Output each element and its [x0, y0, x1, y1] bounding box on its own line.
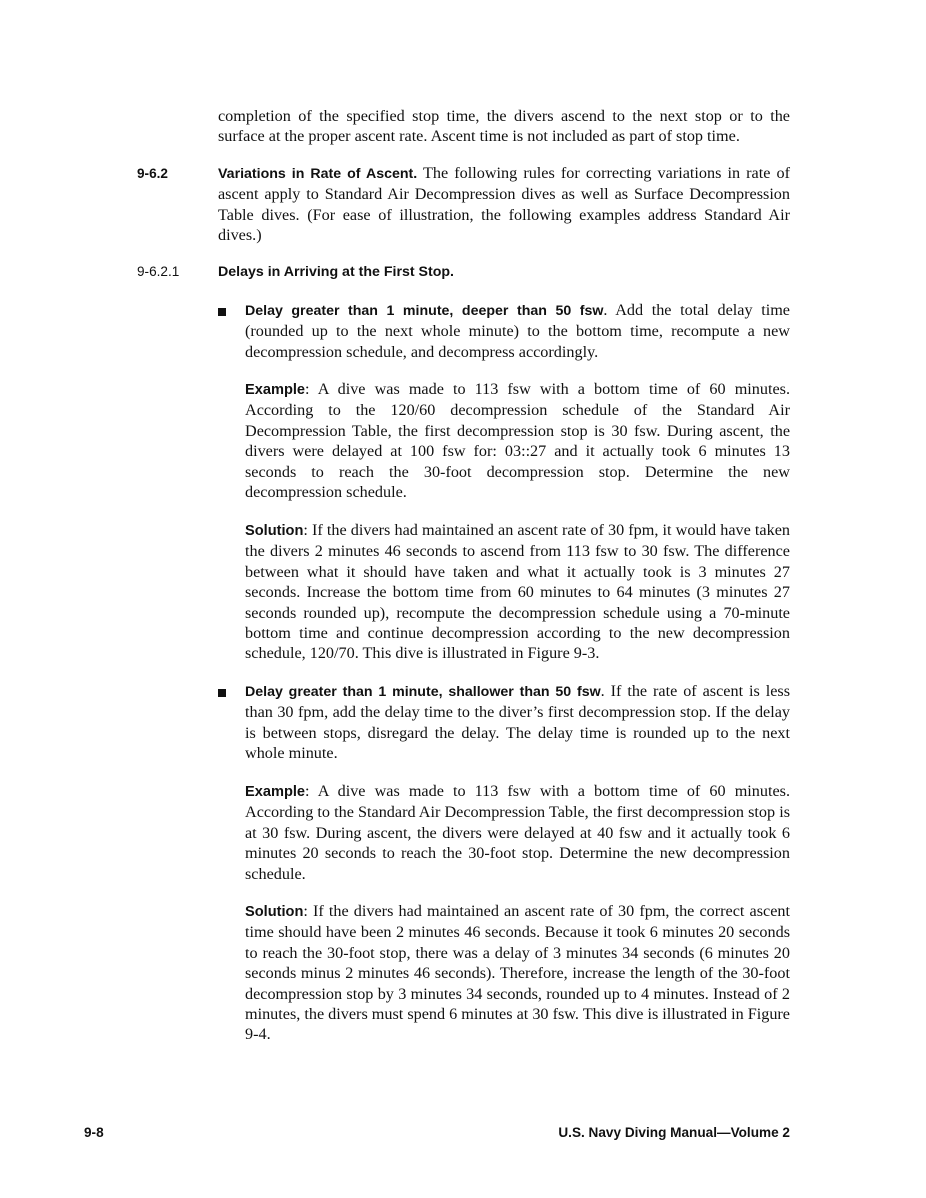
bullet-1-solution [245, 520, 790, 664]
bullet-1-solution-label: Solution [245, 523, 304, 539]
bullet-1-title: Delay greater than 1 minute, deeper than 50 fsw [245, 303, 604, 319]
bullet-2-title: Delay greater than 1 minute, shallower than 50 fsw [245, 684, 601, 700]
intro-paragraph [218, 106, 790, 147]
section-title-9-6-2: Variations in Rate of Ascent. [218, 166, 418, 182]
bullet-2-solution-text: : If the divers had maintained an ascent rate of 30 fpm, the correct ascent time should have been 2 minutes 46 seconds. Because it took 6 minutes 20 seconds to reach the 30-foot stop, there was a delay of 3 minutes 34 seconds (6 minutes 20 seconds minus 2 minutes 46 seconds). Therefore, increase the length of the 30-foot decompression stop by 3 minutes 34 seconds, rounded up to 4 minutes. Instead of 2 minutes, the divers must spend 6 minutes at 30 fsw. This dive is illustrated in Figure 9-4. [245, 902, 790, 1044]
footer-page-number: 9-8 [84, 1125, 104, 1140]
bullet-2-example-text: : A dive was made to 113 fsw with a bottom time of 60 minutes. According to the Standard Air Decompression Table, the first decompression stop is at 30 fsw. During ascent, the divers were delayed at 40 fsw and it actually took 6 minutes 20 seconds to reach the 30-foot stop. Determine the new decompression schedule. [245, 782, 790, 883]
bullet-1-paragraph [245, 300, 790, 362]
section-9-6-2-paragraph [218, 163, 790, 246]
section-title-9-6-2-1: Delays in Arriving at the First Stop. [218, 264, 454, 280]
bullet-2-solution [245, 901, 790, 1045]
footer-manual-title: U.S. Navy Diving Manual—Volume 2 [558, 1125, 790, 1140]
bullet-1-body: . Add the total delay time (rounded up to the next whole minute) to the bottom time, recompute a new decompression schedule, and decompress accordingly. [245, 301, 790, 361]
section-body-9-6-2: The following rules for correcting variations in rate of ascent apply to Standard Air Decompression dives as well as Surface Decompression Table dives. (For ease of illustration, the following examples address Standard Air dives.) [218, 164, 790, 245]
bullet-1-solution-text: : If the divers had maintained an ascent rate of 30 fpm, it would have taken the divers 2 minutes 46 seconds to ascend from 113 fsw to 30 fsw. The difference between what it should have taken and what it actually took is 3 minutes 27 seconds. Increase the bottom time from 60 minutes to 64 minutes (3 minutes 27 seconds rounded up), recompute the decompression schedule using a 70-minute bottom time and continue decompression according to the new decompression schedule, 120/70. This dive is illustrated in Figure 9-3. [245, 521, 790, 663]
section-9-6-2-1-heading [218, 263, 790, 281]
section-number-9-6-2-1: 9-6.2.1 [137, 264, 180, 279]
section-number-9-6-2: 9-6.2 [137, 166, 168, 181]
bullet-1-example-label: Example [245, 382, 306, 398]
bullet-2-body: . If the rate of ascent is less than 30 fpm, add the delay time to the diver’s first decompression stop. If the delay is between stops, disregard the delay. The delay time is rounded up to the next whole minute. [245, 682, 790, 763]
bullet-1-example [245, 379, 790, 502]
bullet-2-paragraph [245, 681, 790, 764]
bullet-2-solution-label: Solution [245, 904, 304, 920]
bullet-2-example-label: Example [245, 784, 306, 800]
bullet-square-icon [218, 689, 226, 697]
bullet-square-icon [218, 308, 226, 316]
bullet-1-example-text: : A dive was made to 113 fsw with a bottom time of 60 minutes. According to the 120/60 decompression schedule of the Standard Air Decompression Table, the first decompression stop is 30 fsw. During ascent, the divers were delayed at 100 fsw for: 03::27 and it actually took 6 minutes 13 seconds to reach the 30-foot decompression stop. Determine the new decompression schedule. [245, 380, 790, 502]
bullet-2-example [245, 781, 790, 884]
intro-text: completion of the specified stop time, the divers ascend to the next stop or to the surface at the proper ascent rate. Ascent time is not included as part of stop time. [218, 107, 790, 146]
